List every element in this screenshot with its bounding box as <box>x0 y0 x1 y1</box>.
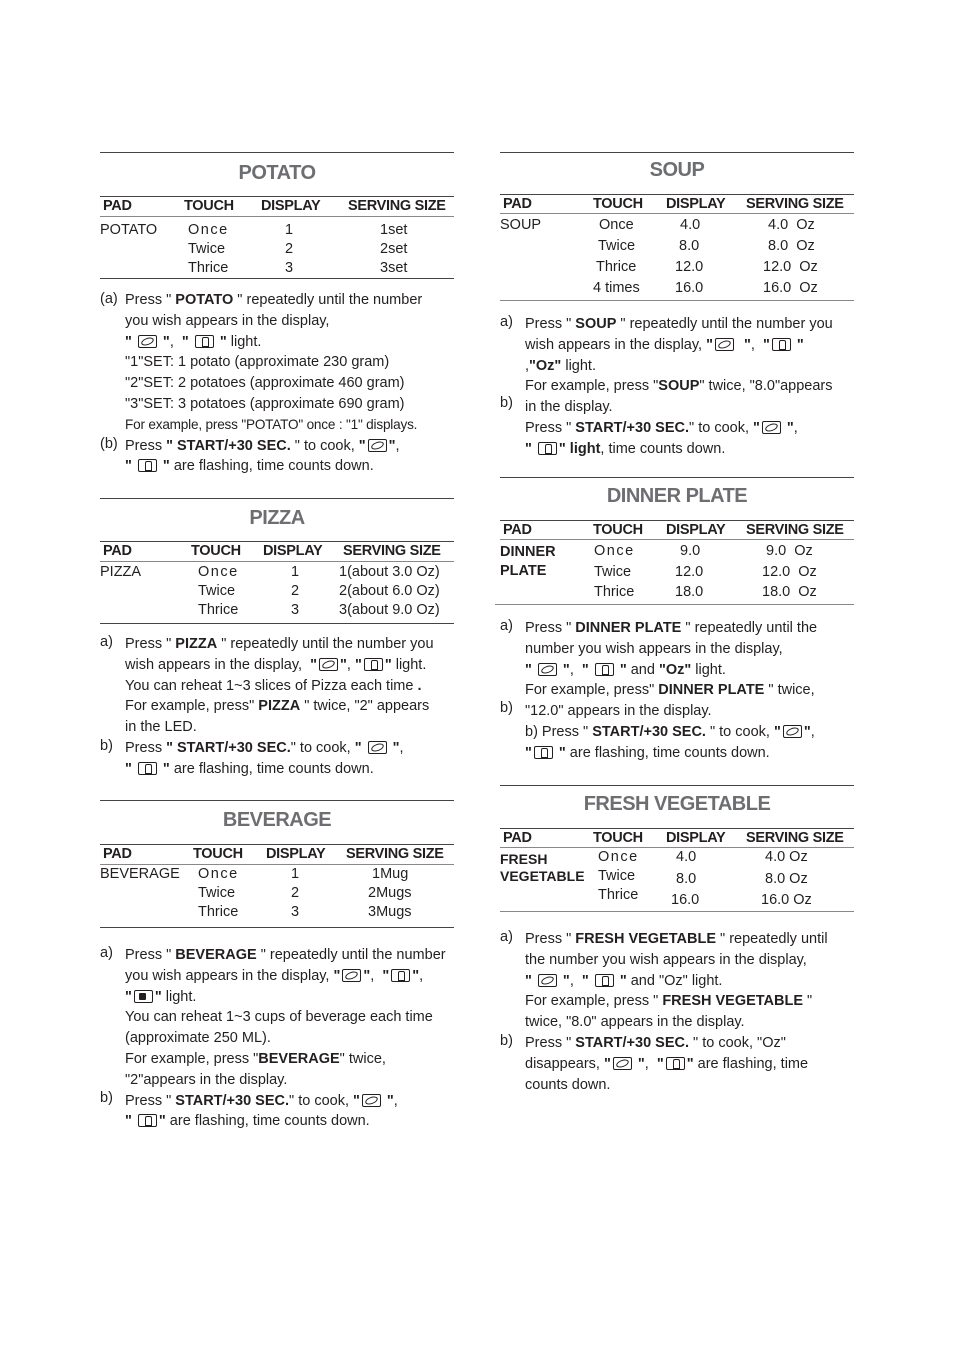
timer-icon <box>138 1114 157 1127</box>
cook-icon <box>715 338 734 351</box>
cook-icon <box>613 1057 632 1070</box>
touch-value: Once <box>198 564 239 580</box>
dinner-plate-instructions: Press " DINNER PLATE " repeatedly until the number you wish appears in the display, " ", " " and "Oz" light. For example, press" DINNER PLATE " twice, "12.0" appears in the display. b) Press " START/+30 SEC. " to cook, " ", " " are flashing, time counts down. <box>525 620 818 761</box>
touch-value: Twice <box>594 564 632 580</box>
touch-value: Twice <box>198 885 236 901</box>
step-label-b: (b) <box>100 436 118 452</box>
step-label-b: b) <box>500 1033 513 1049</box>
display-value: 1 <box>285 222 294 238</box>
display-value: 3 <box>291 904 300 920</box>
cook-icon <box>319 658 338 671</box>
touch-value: Twice <box>188 241 226 257</box>
cook-icon <box>368 439 387 452</box>
header-pad: PAD <box>503 522 532 538</box>
header-serving-size: SERVING SIZE <box>746 830 844 846</box>
step-label-b: b) <box>500 395 513 411</box>
display-value: 3 <box>291 602 300 618</box>
serving-value: 3Mugs <box>368 904 412 920</box>
touch-value: Once <box>594 543 635 559</box>
header-touch: TOUCH <box>593 522 643 538</box>
beverage-table <box>100 844 454 934</box>
serving-value: 8.0 Oz <box>768 238 815 254</box>
pad-name: VEGETABLE <box>500 868 585 884</box>
serving-value: 1(about 3.0 Oz) <box>339 564 440 580</box>
cook-icon <box>538 974 557 987</box>
header-touch: TOUCH <box>191 543 241 559</box>
display-value: 16.0 <box>675 280 704 296</box>
step-label-a: a) <box>500 929 513 945</box>
potato-table <box>100 196 454 286</box>
serving-value: 4.0 Oz <box>768 217 815 233</box>
cook-icon <box>342 969 361 982</box>
beverage-cup-icon <box>134 990 153 1003</box>
display-value: 1 <box>291 866 300 882</box>
serving-value: 3set <box>380 260 408 276</box>
timer-icon <box>364 658 383 671</box>
timer-icon <box>772 338 791 351</box>
display-value: 3 <box>285 260 294 276</box>
fresh-vegetable-heading: FRESH VEGETABLE <box>583 793 771 815</box>
serving-value: 2set <box>380 241 408 257</box>
touch-value: Twice <box>598 238 636 254</box>
fresh-vegetable-instructions: Press " FRESH VEGETABLE " repeatedly until the number you wish appears in the display, " ", " " and "Oz" light. For example, press " FRESH VEGETABLE " twice, "8.0" appears in the display. Press " START/+30 SEC. " to cook, "Oz" disappears, " ", " " are flashing, time counts down. <box>525 931 828 1093</box>
soup-instructions: Press " SOUP " repeatedly until the number you wish appears in the display, " ", " " ,"Oz" light. For example, press "SOUP" twice, "8.0"appears in the display. Press " START/+30 SEC." to cook, " ", " " light, time counts down. <box>525 316 833 457</box>
touch-value: Thrice <box>598 887 639 903</box>
soup-table <box>500 194 854 304</box>
step-label-a: a) <box>100 945 113 961</box>
pad-name: PLATE <box>500 563 547 579</box>
header-touch: TOUCH <box>193 846 243 862</box>
header-pad: PAD <box>503 830 532 846</box>
timer-icon <box>595 974 614 987</box>
soup-heading: SOUP <box>649 159 705 181</box>
header-display: DISPLAY <box>261 198 321 214</box>
serving-value: 1Mug <box>372 866 409 882</box>
header-display: DISPLAY <box>666 830 726 846</box>
header-serving-size: SERVING SIZE <box>746 522 844 538</box>
serving-value: 9.0 Oz <box>766 543 813 559</box>
fresh-vegetable-section <box>500 785 854 816</box>
header-display: DISPLAY <box>263 543 323 559</box>
touch-value: Once <box>598 849 639 865</box>
potato-heading: POTATO <box>238 162 316 184</box>
header-serving-size: SERVING SIZE <box>346 846 444 862</box>
touch-value: Twice <box>598 868 636 884</box>
cook-icon <box>368 741 387 754</box>
pad-name: PIZZA <box>100 564 142 580</box>
header-touch: TOUCH <box>184 198 234 214</box>
header-serving-size: SERVING SIZE <box>343 543 441 559</box>
display-value: 2 <box>291 885 300 901</box>
serving-value: 18.0 Oz <box>762 584 817 600</box>
serving-value: 4.0 Oz <box>765 849 808 865</box>
potato-section <box>100 152 454 185</box>
header-display: DISPLAY <box>666 196 726 212</box>
timer-icon <box>538 442 557 455</box>
step-label-a: (a) <box>100 291 118 307</box>
beverage-instructions: Press " BEVERAGE " repeatedly until the number you wish appears in the display, " ", " ", " " light. You can reheat 1~3 cups of beverage each time (approximate 250 ML). For example, press "BEVERAGE" twice, "2"appears in the display. Press " START/+30 SEC." to cook, " ", " " are flashing, time counts down. <box>125 947 446 1130</box>
serving-value: 12.0 Oz <box>763 259 818 275</box>
pad-name: POTATO <box>100 222 158 238</box>
serving-value: 8.0 Oz <box>765 871 808 887</box>
touch-value: Once <box>188 222 229 238</box>
display-value: 4.0 <box>676 849 697 865</box>
header-serving-size: SERVING SIZE <box>348 198 446 214</box>
dinner-plate-table <box>500 520 854 610</box>
serving-value: 3(about 9.0 Oz) <box>339 602 440 618</box>
timer-icon <box>391 969 410 982</box>
header-serving-size: SERVING SIZE <box>746 196 844 212</box>
display-value: 12.0 <box>675 564 704 580</box>
display-value: 18.0 <box>675 584 704 600</box>
step-label-a: a) <box>100 634 113 650</box>
serving-value: 2(about 6.0 Oz) <box>339 583 440 599</box>
display-value: 12.0 <box>675 259 704 275</box>
touch-value: Once <box>599 217 634 233</box>
pad-name: SOUP <box>500 217 542 233</box>
touch-value: Thrice <box>188 260 229 276</box>
header-pad: PAD <box>103 543 132 559</box>
display-value: 8.0 <box>676 871 697 887</box>
touch-value: Thrice <box>198 904 239 920</box>
serving-value: 12.0 Oz <box>762 564 817 580</box>
touch-value: Thrice <box>596 259 637 275</box>
serving-value: 16.0 Oz <box>761 892 812 908</box>
header-touch: TOUCH <box>593 830 643 846</box>
step-label-b: b) <box>500 700 513 716</box>
display-value: 1 <box>291 564 300 580</box>
display-value: 9.0 <box>680 543 701 559</box>
display-value: 2 <box>291 583 300 599</box>
serving-value: 1set <box>380 222 408 238</box>
step-label-a: a) <box>500 618 513 634</box>
cook-icon <box>762 421 781 434</box>
dinner-plate-heading: DINNER PLATE <box>606 485 748 507</box>
cook-icon <box>362 1094 381 1107</box>
pizza-section <box>100 498 454 530</box>
timer-icon <box>595 663 614 676</box>
cook-icon <box>783 725 802 738</box>
touch-value: Twice <box>198 583 236 599</box>
timer-icon <box>138 459 157 472</box>
step-label-a: a) <box>500 314 513 330</box>
step-label-b: b) <box>100 738 113 754</box>
serving-value: 16.0 Oz <box>763 280 818 296</box>
header-touch: TOUCH <box>593 196 643 212</box>
display-value: 4.0 <box>680 217 701 233</box>
timer-icon <box>666 1057 685 1070</box>
timer-icon <box>534 746 553 759</box>
header-pad: PAD <box>103 846 132 862</box>
dinner-plate-section <box>500 477 854 508</box>
pizza-heading: PIZZA <box>249 507 305 529</box>
serving-value: 2Mugs <box>368 885 412 901</box>
pad-name: FRESH <box>500 851 548 867</box>
beverage-heading: BEVERAGE <box>222 809 332 831</box>
pizza-table <box>100 541 454 631</box>
cook-icon <box>538 663 557 676</box>
pad-name: DINNER <box>500 544 556 560</box>
potato-instructions: Press " POTATO " repeatedly until the number you wish appears in the display, " ", " " light. "1"SET: 1 potato (approximate 230 gram) "2"SET: 2 potatoes (approximate 460 gram) "3"SET: 3 potatoes (approximate 690 gram) For example, press "POTATO" once : "1" displays. Press " START/+30 SEC. " to cook, " ", " " are flashing, time counts down. <box>125 292 423 475</box>
display-value: 8.0 <box>679 238 700 254</box>
header-pad: PAD <box>103 198 132 214</box>
step-label-b: b) <box>100 1090 113 1106</box>
touch-value: Thrice <box>198 602 239 618</box>
beverage-section <box>100 800 454 832</box>
touch-value: Thrice <box>594 584 635 600</box>
pad-name: BEVERAGE <box>100 866 180 882</box>
header-display: DISPLAY <box>266 846 326 862</box>
display-value: 16.0 <box>671 892 700 908</box>
touch-value: Once <box>198 866 239 882</box>
header-display: DISPLAY <box>666 522 726 538</box>
fresh-vegetable-table <box>500 828 854 918</box>
pizza-instructions: Press " PIZZA " repeatedly until the number you wish appears in the display, " ", " " light. You can reheat 1~3 slices of Pizza each time . For example, press" PIZZA " twice, "2" appears in the LED. Press " START/+30 SEC." to cook, " ", " " are flashing, time counts down. <box>125 636 434 777</box>
header-pad: PAD <box>503 196 532 212</box>
timer-icon <box>195 335 214 348</box>
touch-value: 4 times <box>593 280 640 296</box>
timer-icon <box>138 762 157 775</box>
display-value: 2 <box>285 241 294 257</box>
cook-icon <box>138 335 157 348</box>
soup-section <box>500 152 854 182</box>
